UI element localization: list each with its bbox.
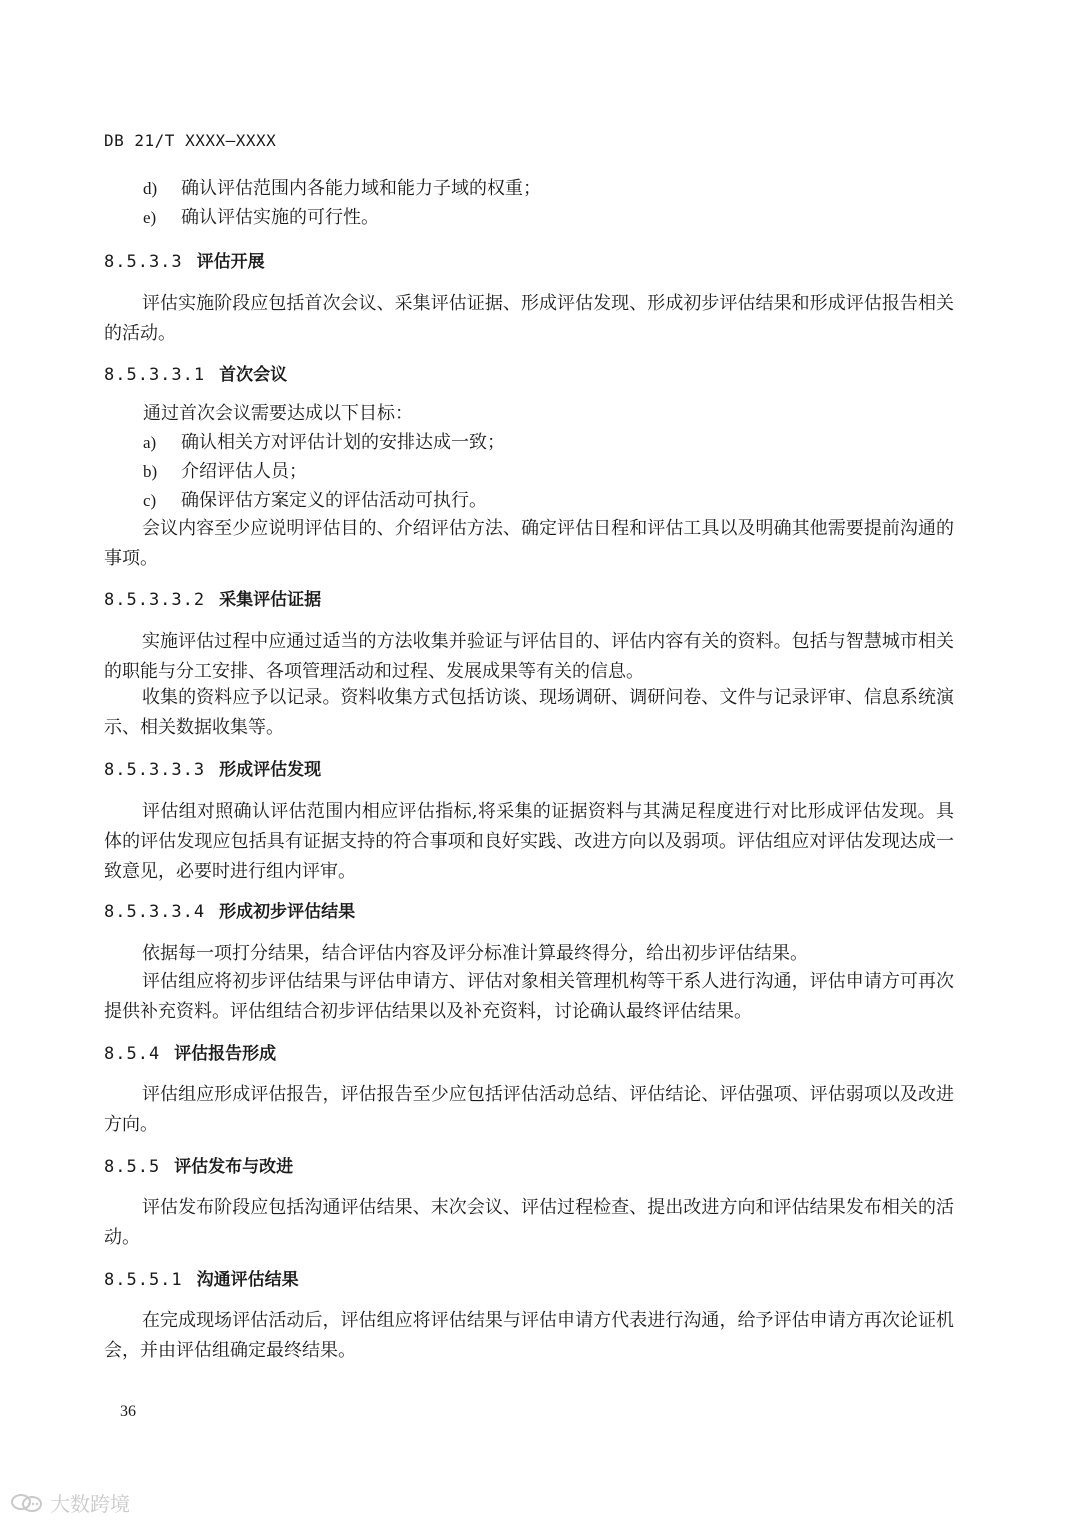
paragraph-intro: 通过首次会议需要达成以下目标：: [143, 403, 413, 424]
section-heading-85331: [104, 363, 287, 387]
chat-bubbles-icon: [10, 1492, 44, 1514]
document-header: DB 21/T XXXX—XXXX: [104, 131, 277, 150]
paragraph: 实施评估过程中应通过适当的方法收集并验证与评估目的、评估内容有关的资料。包括与智慧城市相关的职能与分工安排、各项管理活动和过程、发展成果等有关的信息。: [104, 631, 954, 682]
section-heading-85332: [104, 588, 321, 612]
section-title: 首次会议: [219, 365, 288, 385]
paragraph: 评估组对照确认评估范围内相应评估指标,将采集的证据资料与其满足程度进行对比形成评估发现。具体的评估发现应包括具有证据支持的符合事项和良好实践、改进方向以及弱项。评估组应对评估发现达成一致意见，必要时进行组内评审。: [104, 801, 954, 882]
list-item: [143, 177, 541, 201]
list-item: [143, 460, 307, 484]
list-marker: a): [143, 433, 157, 452]
section-title: 形成初步评估结果: [219, 902, 356, 922]
paragraph: 评估发布阶段应包括沟通评估结果、末次会议、评估过程检查、提出改进方向和评估结果发布相关的活动。: [104, 1197, 954, 1248]
section-title: 采集评估证据: [219, 590, 322, 610]
list-marker: c): [143, 491, 157, 510]
watermark-text: 大数跨境: [50, 1492, 130, 1516]
section-title: 评估报告形成: [174, 1044, 277, 1064]
section-title: 沟通评估结果: [196, 1270, 299, 1290]
paragraph: 在完成现场评估活动后，评估组应将评估结果与评估申请方代表进行沟通，给予评估申请方再次论证机会，并由评估组确定最终结果。: [104, 1310, 954, 1361]
section-number: 8.5.3.3.4: [104, 902, 206, 922]
paragraph: 会议内容至少应说明评估目的、介绍评估方法、确定评估日程和评估工具以及明确其他需要提前沟通的事项。: [104, 518, 954, 569]
section-number: 8.5.4: [104, 1044, 161, 1064]
section-heading-85333: [104, 758, 321, 782]
list-marker: e): [143, 208, 157, 227]
list-item: [143, 489, 487, 513]
paragraph: 评估组应形成评估报告，评估报告至少应包括评估活动总结、评估结论、评估强项、评估弱项以及改进方向。: [104, 1084, 954, 1135]
section-heading-8551: [104, 1268, 299, 1292]
paragraph: 评估组应将初步评估结果与评估申请方、评估对象相关管理机构等干系人进行沟通，评估申请方可再次提供补充资料。评估组结合初步评估结果以及补充资料，讨论确认最终评估结果。: [104, 971, 954, 1022]
watermark: [10, 1488, 130, 1517]
section-number: 8.5.3.3: [104, 252, 183, 272]
paragraph: 收集的资料应予以记录。资料收集方式包括访谈、现场调研、调研问卷、文件与记录评审、信息系统演示、相关数据收集等。: [104, 687, 954, 738]
section-number: 8.5.3.3.1: [104, 365, 206, 385]
section-heading-854: [104, 1042, 276, 1066]
list-marker: d): [143, 179, 158, 198]
list-item: [143, 431, 505, 455]
list-item: [143, 206, 379, 230]
section-heading-8533: [104, 250, 265, 274]
section-number: 8.5.3.3.3: [104, 760, 206, 780]
list-text: 确保评估方案定义的评估活动可执行。: [181, 490, 487, 511]
section-title: 形成评估发现: [219, 760, 322, 780]
section-heading-85334: [104, 900, 355, 924]
section-title: 评估开展: [196, 252, 265, 272]
section-number: 8.5.5.1: [104, 1270, 183, 1290]
list-text: 确认评估范围内各能力域和能力子域的权重；: [181, 178, 541, 199]
section-heading-855: [104, 1155, 293, 1179]
list-text: 介绍评估人员；: [181, 461, 307, 482]
list-marker: b): [143, 462, 158, 481]
list-text: 确认评估实施的可行性。: [181, 207, 379, 228]
section-number: 8.5.5: [104, 1157, 161, 1177]
page-number: 36: [120, 1403, 136, 1420]
list-text: 确认相关方对评估计划的安排达成一致；: [181, 432, 505, 453]
paragraph: 评估实施阶段应包括首次会议、采集评估证据、形成评估发现、形成初步评估结果和形成评估报告相关的活动。: [104, 293, 954, 344]
paragraph: 依据每一项打分结果，结合评估内容及评分标准计算最终得分，给出初步评估结果。: [142, 943, 808, 964]
section-title: 评估发布与改进: [174, 1157, 294, 1177]
section-number: 8.5.3.3.2: [104, 590, 206, 610]
